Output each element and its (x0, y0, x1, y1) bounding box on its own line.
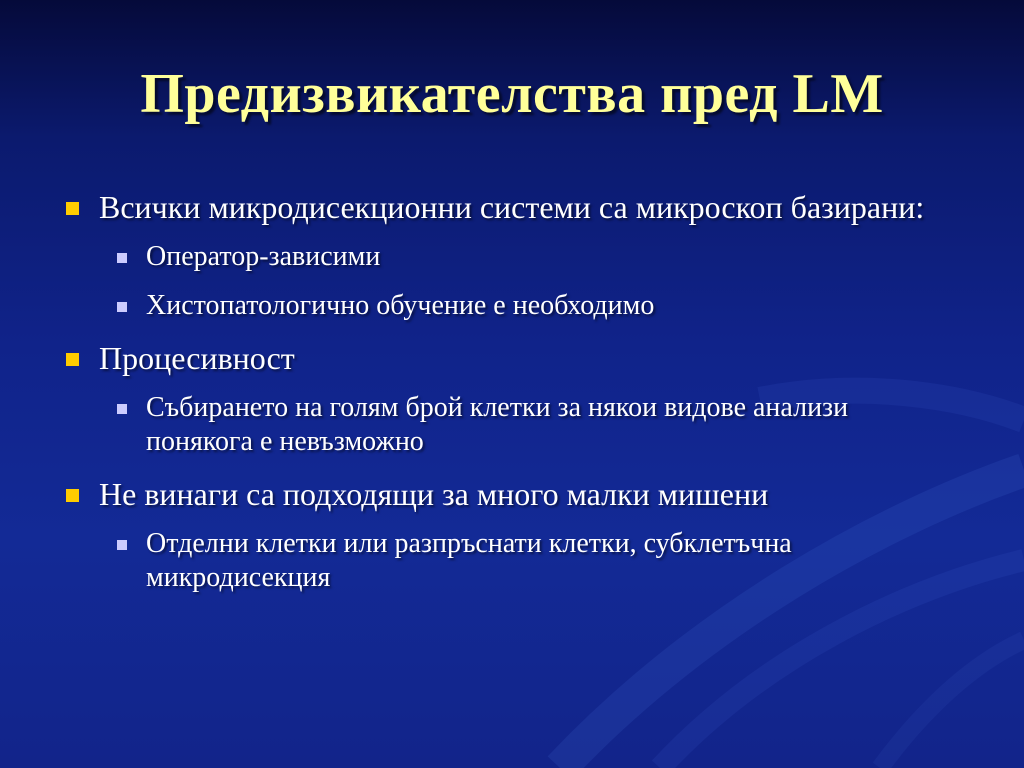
sub-bullet-item-1-2 (62, 289, 962, 323)
bullet-item-2 (62, 339, 962, 377)
bullet-item-3 (62, 475, 962, 513)
square-sub-bullet-icon (117, 404, 127, 414)
bullet-list (62, 188, 962, 595)
sub-bullet-text: Хистопатологично обучение е необходимо (146, 290, 655, 321)
sub-bullet-text: Оператор-зависими (146, 241, 381, 272)
sub-bullet-item-2-1 (62, 391, 962, 459)
square-bullet-icon (66, 489, 79, 502)
sub-bullet-item-1-1 (62, 240, 962, 274)
square-sub-bullet-icon (117, 302, 127, 312)
sub-bullet-item-3-1 (62, 527, 962, 595)
sub-bullet-text: Отделни клетки или разпръснати клетки, субклетъчна микродисекция (146, 528, 792, 593)
bullet-text: Процесивност (99, 340, 295, 376)
sub-bullet-text: Събирането на голям брой клетки за някои видове анализи понякога е невъзможно (146, 392, 849, 457)
bullet-text: Всички микродисекционни системи са микроскоп базирани: (99, 189, 925, 225)
bullet-item-1 (62, 188, 962, 226)
slide-title: Предизвикателства пред LM (140, 63, 884, 125)
square-sub-bullet-icon (117, 253, 127, 263)
square-bullet-icon (66, 202, 79, 215)
bullet-text: Не винаги са подходящи за много малки мишени (99, 476, 769, 512)
square-sub-bullet-icon (117, 540, 127, 550)
square-bullet-icon (66, 353, 79, 366)
